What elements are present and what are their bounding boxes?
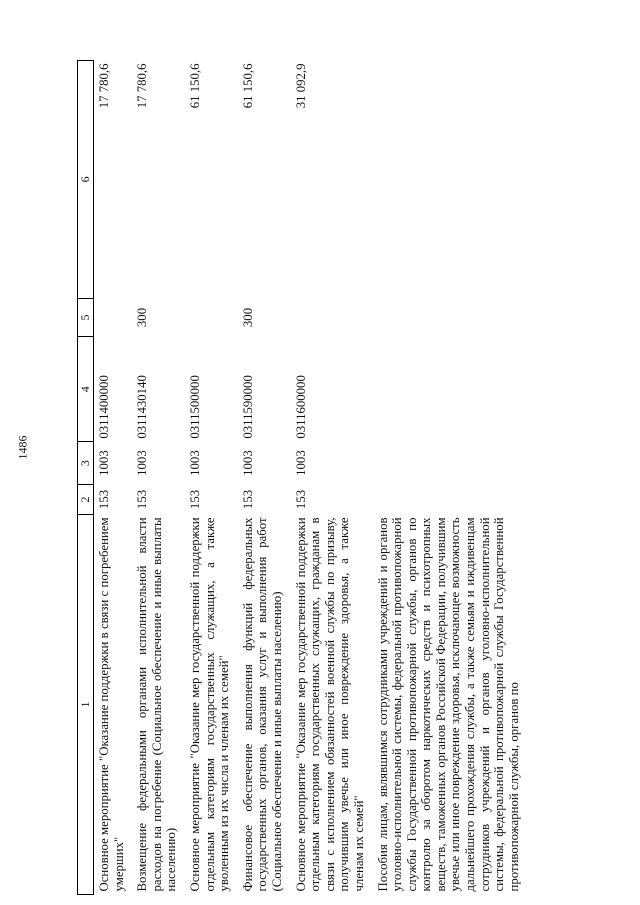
page-number: 1486 (15, 435, 30, 460)
header-col-5: 5 (78, 298, 94, 337)
row-target-code: 0311430140 (135, 375, 150, 439)
row-ministry-code: 153 (187, 489, 202, 510)
row-amount: 31 092,9 (293, 63, 308, 109)
header-col-1: 1 (78, 514, 94, 894)
row-section-code: 1003 (240, 450, 255, 476)
row-target-code: 0311600000 (293, 375, 308, 439)
table-row (372, 61, 527, 895)
row-description: Финансовое обеспечение выполнения функций федеральных государственных органов, оказания услуг и выполнения работ (Социальное обеспечение и иные выплаты населению) (240, 517, 284, 892)
budget-table (77, 60, 526, 895)
row-amount: 61 150,6 (240, 63, 255, 109)
row-amount (372, 61, 527, 299)
row-amount: 61 150,6 (187, 63, 202, 109)
row-section-code (372, 442, 527, 485)
row-amount: 17 780,6 (97, 63, 111, 109)
header-col-4: 4 (78, 337, 94, 442)
row-expense-type (372, 298, 527, 337)
table-row (131, 61, 184, 895)
table-header-row (78, 61, 94, 895)
row-section-code: 1003 (187, 450, 202, 476)
row-expense-type: 300 (240, 307, 255, 328)
row-target-code (372, 337, 527, 442)
header-col-3: 3 (78, 442, 94, 485)
row-description: Пособия лицам, являвшимся сотрудниками учреждений и органов уголовно-исполнительной системы, федеральной противопожарной службы Государственной противопожарной службы, органов по контролю за оборотом наркотических средств и психотропных веществ, таможенных органов Российской Федерации, получившим увечье или иное повреждение здоровья, исключающее возможность дальнейшего прохождения службы, а также семьям и иждивенцам сотрудников учреждений и органов уголовно-исполнительной системы, федеральной противопожарной службы Государственной противопожарной службы, органов по (375, 517, 521, 892)
table-row (94, 61, 132, 895)
row-description: Основное мероприятие "Оказание мер государственной поддержки отдельным категориям государственных служащих, гражданам в связи с исполнением обязанностей военной службы по призыву, получившим увечье или иное повреждение здоровья, а также членам их семей" (293, 517, 366, 892)
row-expense-type: 300 (135, 307, 150, 328)
table-row (237, 61, 290, 895)
row-ministry-code: 153 (293, 489, 308, 510)
row-ministry-code: 153 (97, 489, 111, 510)
row-description: Возмещение федеральными органами исполнительной власти расходов на погребение (Социальное обеспечение и иные выплаты населению) (135, 517, 179, 892)
row-ministry-code (372, 484, 527, 514)
row-amount: 17 780,6 (135, 63, 150, 109)
row-expense-type (290, 298, 372, 337)
rotated-page-content (77, 60, 617, 895)
table-row (290, 61, 372, 895)
row-target-code: 0311500000 (187, 375, 202, 439)
row-expense-type (94, 298, 132, 337)
row-section-code: 1003 (97, 450, 111, 476)
row-description: Основное мероприятие "Оказание поддержки в связи с погребением умерших" (97, 517, 126, 892)
row-section-code: 1003 (135, 450, 150, 476)
row-section-code: 1003 (293, 450, 308, 476)
header-col-2: 2 (78, 484, 94, 514)
row-ministry-code: 153 (240, 489, 255, 510)
row-target-code: 0311590000 (240, 375, 255, 439)
header-col-6: 6 (78, 61, 94, 299)
row-ministry-code: 153 (135, 489, 150, 510)
row-target-code: 0311400000 (97, 375, 111, 439)
row-expense-type (184, 298, 237, 337)
row-description: Основное мероприятие "Оказание мер государственной поддержки отдельным категориям государственных служащих, а также уволенным из их числа и членам их семей" (187, 517, 232, 892)
table-row (184, 61, 237, 895)
